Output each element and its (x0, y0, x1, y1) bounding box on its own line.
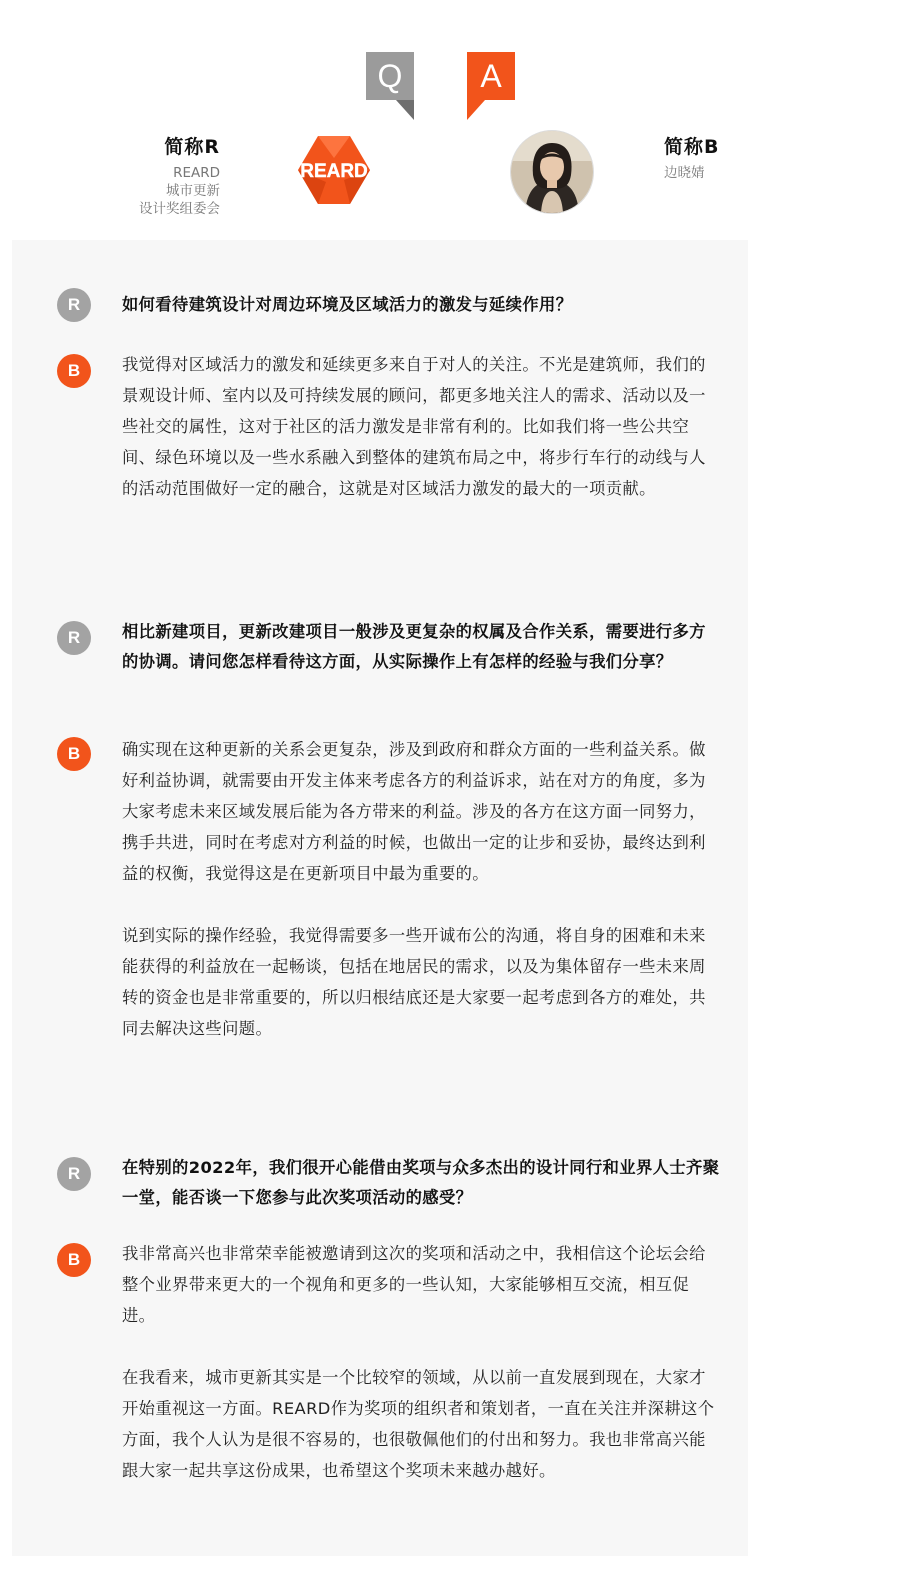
q-label: Q (366, 52, 414, 100)
answer-text (122, 734, 720, 1044)
interviewer-org-line-3: 设计奖组委会 (139, 201, 220, 217)
q-badge-tail (396, 100, 414, 120)
answer-text (122, 349, 720, 504)
answer-marker: B (57, 737, 91, 771)
answer-text (122, 1238, 720, 1486)
question-text: 在特别的2022年，我们很开心能借由奖项与众多杰出的设计同行和业界人士齐聚一堂，能否谈一下您参与此次奖项活动的感受？ (122, 1158, 720, 1207)
interviewer-org-line-2: 城市更新 (166, 183, 220, 199)
avatar-photo (511, 131, 593, 213)
answer-paragraph: 我觉得对区域活力的激发和延续更多来自于对人的关注。不光是建筑师，我们的景观设计师、室内以及可持续发展的顾问，都更多地关注人的需求、活动以及一些社交的属性，这对于社区的活力激发是非常有利的。比如我们将一些公共空间、绿色环境以及一些水系融入到整体的建筑布局之中，将步行车行的动线与人的活动范围做好一定的融合，这就是对区域活力激发的最大的一项贡献。 (122, 355, 706, 498)
interview-panel (12, 240, 748, 1556)
interviewer-alias: 简称R (164, 136, 220, 158)
answer-marker: B (57, 354, 91, 388)
question-text: 如何看待建筑设计对周边环境及区域活力的激发与延续作用？ (122, 295, 573, 314)
answer-paragraph: 确实现在这种更新的关系会更复杂，涉及到政府和群众方面的一些利益关系。做好利益协调，就需要由开发主体来考虑各方的利益诉求，站在对方的角度，多为大家考虑未来区域发展后能为各方带来的利益。涉及的各方在这方面一同努力，携手共进，同时在考虑对方利益的时候，也做出一定的让步和妥协，最终达到利益的权衡，我觉得这是在更新项目中最为重要的。 (122, 740, 706, 883)
question-marker: R (57, 1157, 91, 1191)
answer-paragraph: 在我看来，城市更新其实是一个比较窄的领域，从以前一直发展到现在，大家才开始重视这一方面。REARD作为奖项的组织者和策划者，一直在关注并深耕这个方面，我个人认为是很不容易的，也很敬佩他们的付出和努力。我也非常高兴能跟大家一起共享这份成果，也希望这个奖项未来越办越好。 (122, 1368, 715, 1480)
logo-text: REARD (300, 161, 368, 182)
answer-paragraph: 说到实际的操作经验，我觉得需要多一些开诚布公的沟通，将自身的困难和未来能获得的利益放在一起畅谈，包括在地居民的需求，以及为集体留存一些未来周转的资金也是非常重要的，所以归根结底还是大家要一起考虑到各方的难处，共同去解决这些问题。 (122, 926, 706, 1038)
answer-paragraph: 我非常高兴也非常荣幸能被邀请到这次的奖项和活动之中，我相信这个论坛会给整个业界带来更大的一个视角和更多的一些认知，大家能够相互交流，相互促进。 (122, 1244, 706, 1325)
a-label: A (467, 52, 515, 100)
interviewee-name: 边晓婧 (664, 165, 705, 181)
q-badge (366, 52, 414, 100)
avatar (510, 130, 594, 214)
question-marker: R (57, 288, 91, 322)
interviewee-alias: 简称B (664, 136, 720, 158)
a-badge-tail (467, 100, 485, 120)
question-marker: R (57, 621, 91, 655)
interviewer-org-line-1: REARD (173, 165, 220, 181)
interviewer-block (139, 132, 220, 218)
answer-marker: B (57, 1243, 91, 1277)
question-text: 相比新建项目，更新改建项目一般涉及更复杂的权属及合作关系，需要进行多方的协调。请问您怎样看待这方面，从实际操作上有怎样的经验与我们分享？ (122, 622, 706, 671)
reard-logo (296, 134, 372, 206)
interviewee-block (664, 132, 719, 182)
a-badge (467, 52, 515, 100)
